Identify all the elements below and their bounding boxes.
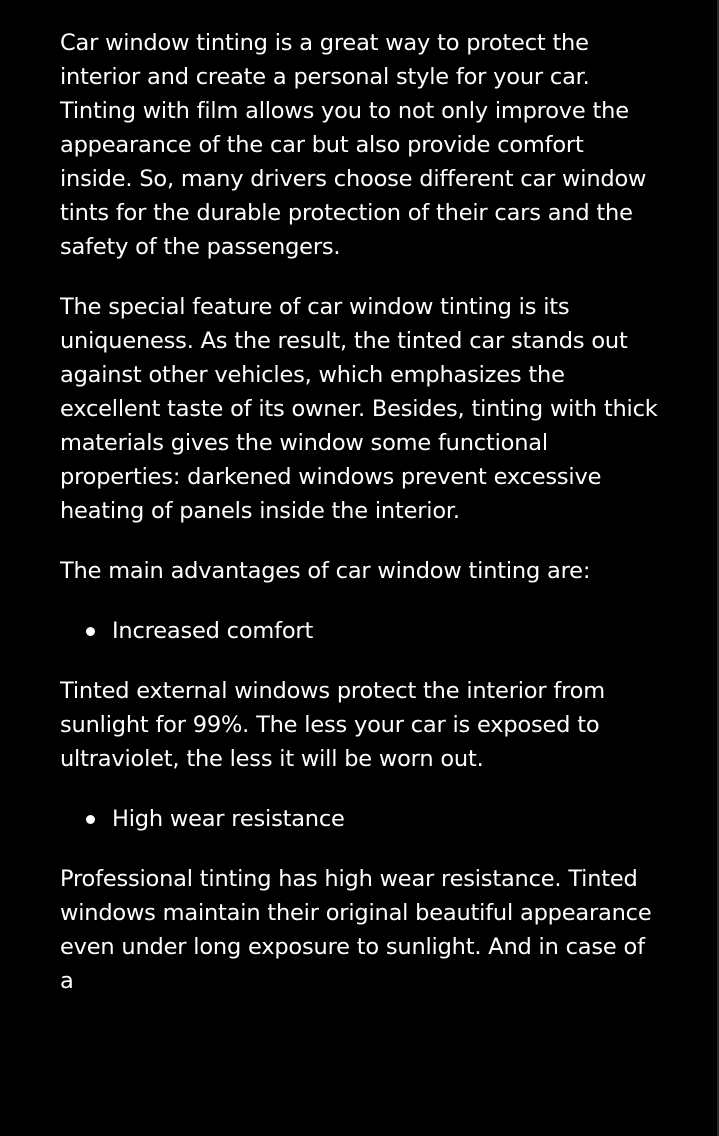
bullet-icon xyxy=(86,815,95,824)
list-item-label: Increased comfort xyxy=(112,618,314,644)
advantages-list xyxy=(60,614,658,648)
bullet-icon xyxy=(86,627,95,636)
list-item-label: High wear resistance xyxy=(112,806,345,832)
article-paragraph: The special feature of car window tinting is its uniqueness. As the result, the tinted car stands out against other vehicles, which emphasizes the excellent taste of its owner. Besides, tinting with thick materials gives the window some functional properties: darkened windows prevent excessive heating of panels inside the interior. xyxy=(60,294,658,524)
article-paragraph: The main advantages of car window tinting are: xyxy=(60,558,591,584)
article-body xyxy=(60,26,658,1024)
article-paragraph: Tinted external windows protect the interior from sunlight for 99%. The less your car is exposed to ultraviolet, the less it will be worn out. xyxy=(60,678,605,772)
article-paragraph: Professional tinting has high wear resistance. Tinted windows maintain their original beautiful appearance even under long exposure to sunlight. And in case of a xyxy=(60,866,652,994)
advantages-list xyxy=(60,802,658,836)
list-item xyxy=(60,614,658,648)
article-paragraph: Car window tinting is a great way to protect the interior and create a personal style for your car. Tinting with film allows you to not only improve the appearance of the car but also provide comfort inside. So, many drivers choose different car window tints for the durable protection of their cars and the safety of the passengers. xyxy=(60,30,647,260)
list-item xyxy=(60,802,658,836)
